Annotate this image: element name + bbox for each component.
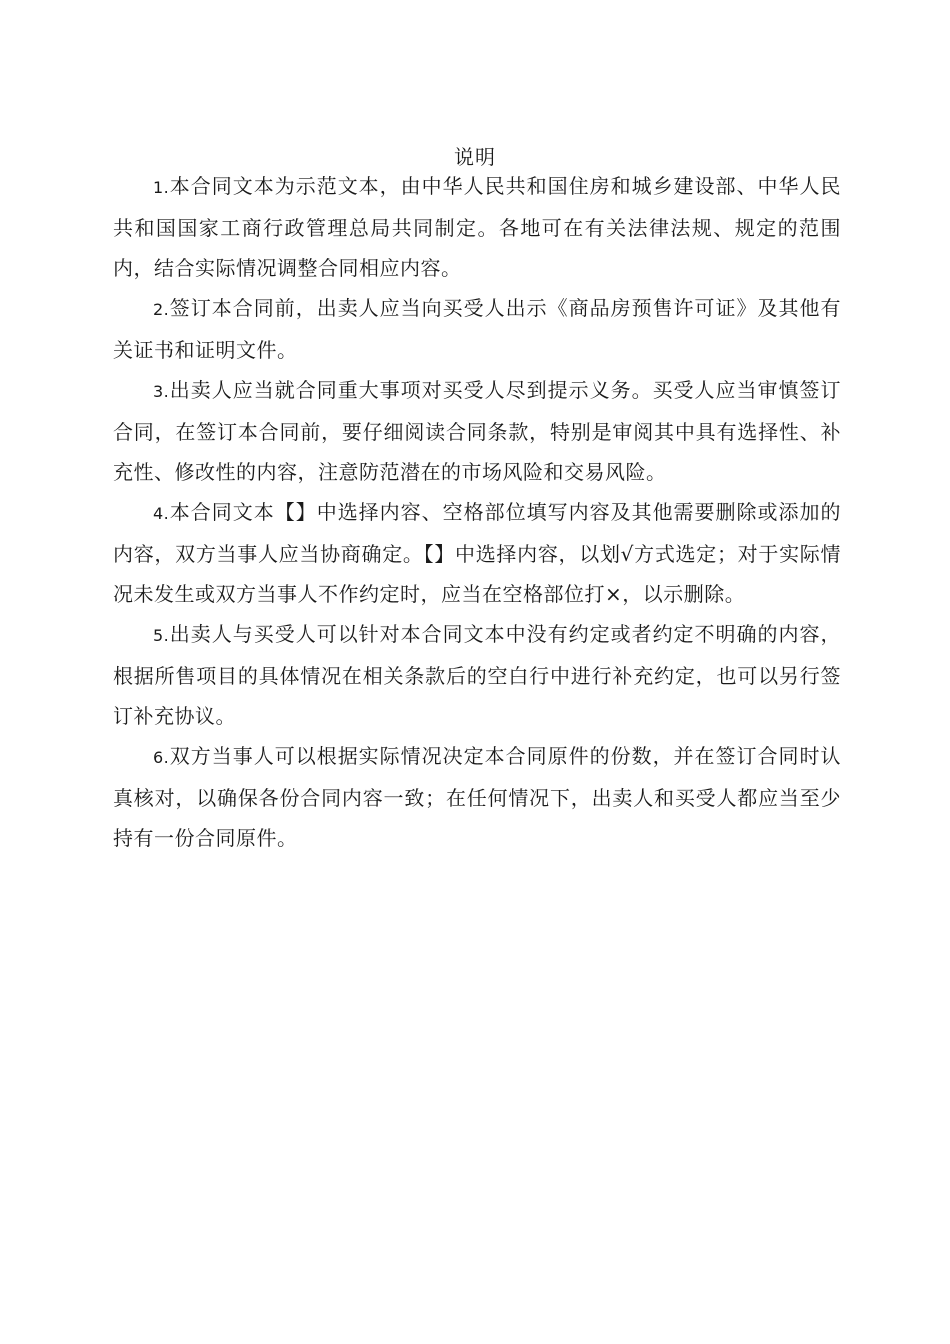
paragraph-number: 1. bbox=[153, 178, 170, 197]
paragraph-text: 出卖人与买受人可以针对本合同文本中没有约定或者约定不明确的内容，根据所售项目的具体情况在相关条款后的空白行中进行补充约定，也可以另行签订补充协议。 bbox=[113, 622, 841, 728]
paragraph-number: 2. bbox=[153, 300, 170, 319]
paragraph-6 bbox=[113, 736, 841, 858]
paragraph-text: 双方当事人可以根据实际情况决定本合同原件的份数，并在签订合同时认真核对，以确保各份合同内容一致；在任何情况下，出卖人和买受人都应当至少持有一份合同原件。 bbox=[113, 744, 841, 850]
paragraph-5 bbox=[113, 614, 841, 736]
paragraph-4 bbox=[113, 492, 841, 614]
paragraph-number: 5. bbox=[153, 626, 170, 645]
paragraph-1 bbox=[113, 166, 841, 288]
document-body bbox=[113, 166, 841, 858]
document-title: 说明 bbox=[454, 145, 496, 169]
paragraph-text: 本合同文本【】中选择内容、空格部位填写内容及其他需要删除或添加的内容，双方当事人应当协商确定。【】中选择内容，以划√方式选定；对于实际情况未发生或双方当事人不作约定时，应当在空格部位打×，以示删除。 bbox=[113, 500, 841, 606]
paragraph-number: 3. bbox=[153, 382, 170, 401]
paragraph-text: 签订本合同前，出卖人应当向买受人出示《商品房预售许可证》及其他有关证书和证明文件。 bbox=[113, 296, 841, 362]
paragraph-number: 6. bbox=[153, 748, 170, 767]
paragraph-3 bbox=[113, 370, 841, 492]
paragraph-2 bbox=[113, 288, 841, 370]
paragraph-text: 出卖人应当就合同重大事项对买受人尽到提示义务。买受人应当审慎签订合同，在签订本合同前，要仔细阅读合同条款，特别是审阅其中具有选择性、补充性、修改性的内容，注意防范潜在的市场风险和交易风险。 bbox=[113, 378, 841, 484]
paragraph-number: 4. bbox=[153, 504, 170, 523]
paragraph-text: 本合同文本为示范文本，由中华人民共和国住房和城乡建设部、中华人民共和国国家工商行政管理总局共同制定。各地可在有关法律法规、规定的范围内，结合实际情况调整合同相应内容。 bbox=[113, 174, 841, 280]
